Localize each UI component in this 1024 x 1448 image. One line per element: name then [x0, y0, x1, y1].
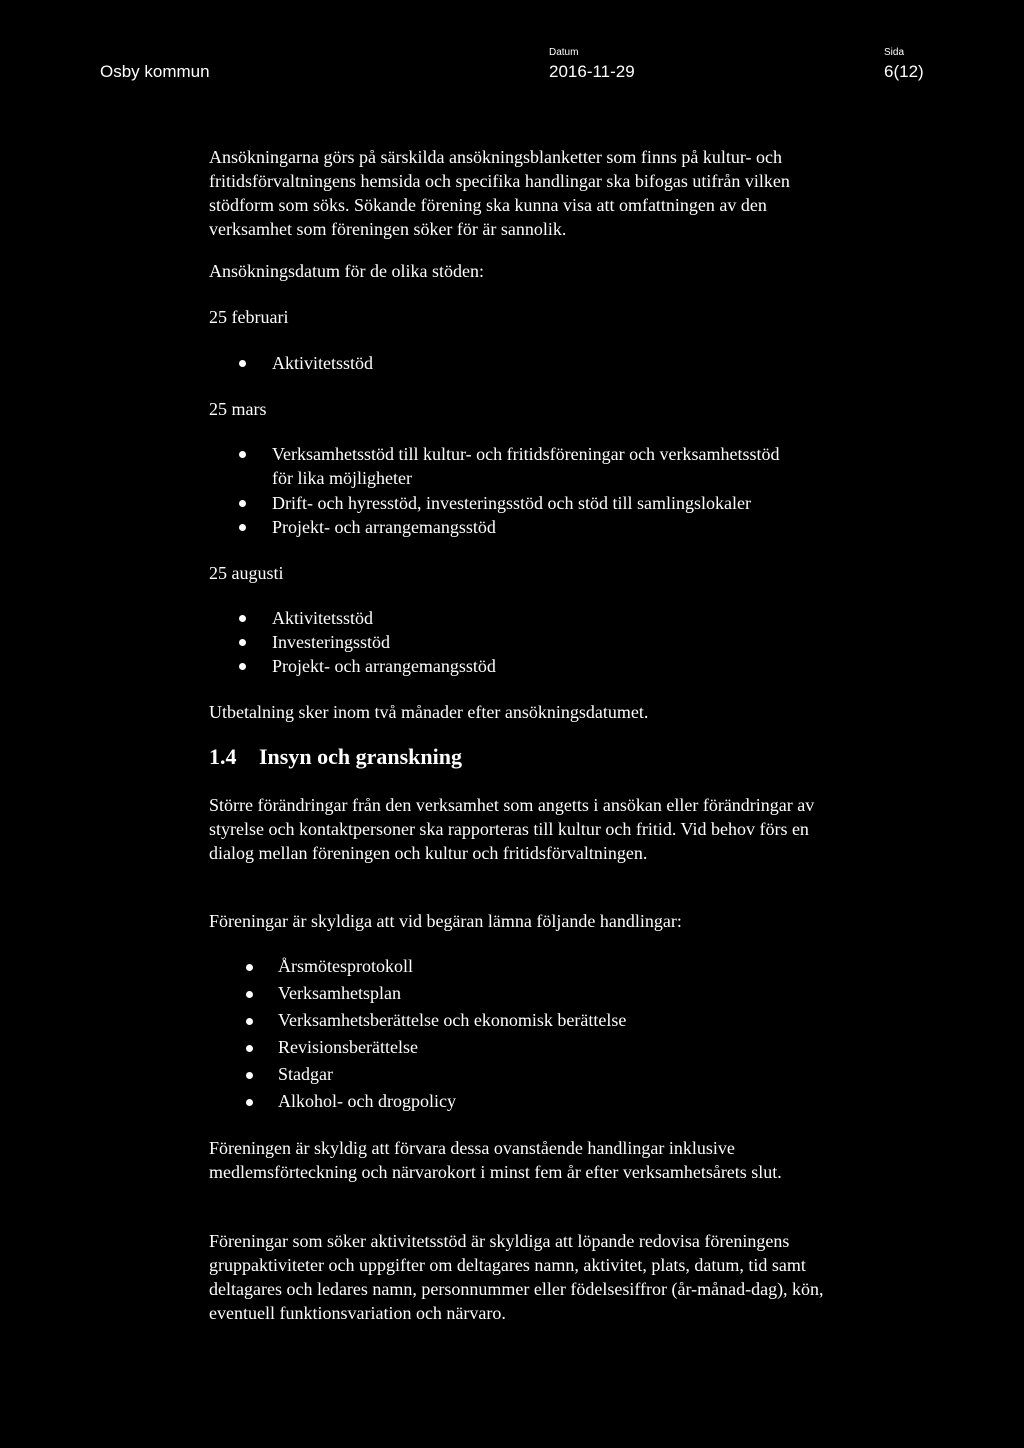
deadline-date: 25 mars — [209, 399, 267, 419]
list-item: Årsmötesprotokoll — [246, 953, 846, 980]
deadline-date: 25 februari — [209, 307, 289, 327]
list-item: Verksamhetsstöd till kultur- och fritidsföreningar och verksamhetsstöd för lika möjligheter — [239, 442, 792, 490]
deadline-list — [239, 442, 839, 539]
payment-note: Utbetalning sker inom två månader efter ansökningsdatumet. — [209, 702, 649, 722]
list-item: Projekt- och arrangemangsstöd — [239, 515, 839, 539]
list-item: Stadgar — [246, 1061, 846, 1088]
reporting-paragraph: Föreningar som söker aktivitetsstöd är skyldiga att löpande redovisa föreningens gruppaktiviteter och uppgifter om deltagares namn, aktivitet, plats, datum, tid samt deltagares och ledares namn, personnummer eller födelsesiffror (år-månad-dag), kön, eventuell funktionsvariation och närvaro. — [209, 1231, 824, 1323]
list-item: Revisionsberättelse — [246, 1034, 846, 1061]
page-number: 6(12) — [884, 62, 924, 81]
section-title: Insyn och granskning — [259, 744, 462, 769]
list-item: Investeringsstöd — [239, 630, 839, 654]
section-number: 1.4 — [209, 744, 237, 769]
deadline-list — [239, 606, 839, 678]
documents-list — [246, 953, 846, 1115]
list-item: Drift- och hyresstöd, investeringsstöd och stöd till samlingslokaler — [239, 491, 839, 515]
list-item: Verksamhetsberättelse och ekonomisk berättelse — [246, 1007, 846, 1034]
organization-name: Osby kommun — [100, 62, 210, 81]
retention-paragraph: Föreningen är skyldig att förvara dessa ovanstående handlingar inklusive medlemsförteckning och närvarokort i minst fem år efter verksamhetsårets slut. — [209, 1138, 782, 1182]
section-paragraph: Större förändringar från den verksamhet som angetts i ansökan eller förändringar av styrelse och kontaktpersoner ska rapporteras till kultur och fritid. Vid behov förs en dialog mellan föreningen och kultur och fritidsförvaltningen. — [209, 795, 815, 863]
section-heading — [209, 745, 462, 769]
list-item: Projekt- och arrangemangsstöd — [239, 654, 839, 678]
list-item: Verksamhetsplan — [246, 980, 846, 1007]
date-label: Datum — [549, 47, 579, 58]
list-item: Aktivitetsstöd — [239, 606, 839, 630]
deadlines-intro: Ansökningsdatum för de olika stöden: — [209, 261, 484, 281]
list-item: Aktivitetsstöd — [239, 351, 839, 375]
intro-paragraph: Ansökningarna görs på särskilda ansökningsblanketter som finns på kultur- och fritidsförvaltningens hemsida och specifika handlingar ska bifogas utifrån vilken stödform som söks. Sökande förening ska kunna visa att omfattningen av den verksamhet som föreningen söker för är sannolik. — [209, 147, 790, 239]
deadline-list — [239, 351, 839, 375]
deadline-date: 25 augusti — [209, 563, 284, 583]
list-item: Alkohol- och drogpolicy — [246, 1088, 846, 1115]
date-value: 2016-11-29 — [549, 62, 635, 81]
documents-intro: Föreningar är skyldiga att vid begäran lämna följande handlingar: — [209, 911, 682, 931]
page-label: Sida — [884, 47, 905, 58]
